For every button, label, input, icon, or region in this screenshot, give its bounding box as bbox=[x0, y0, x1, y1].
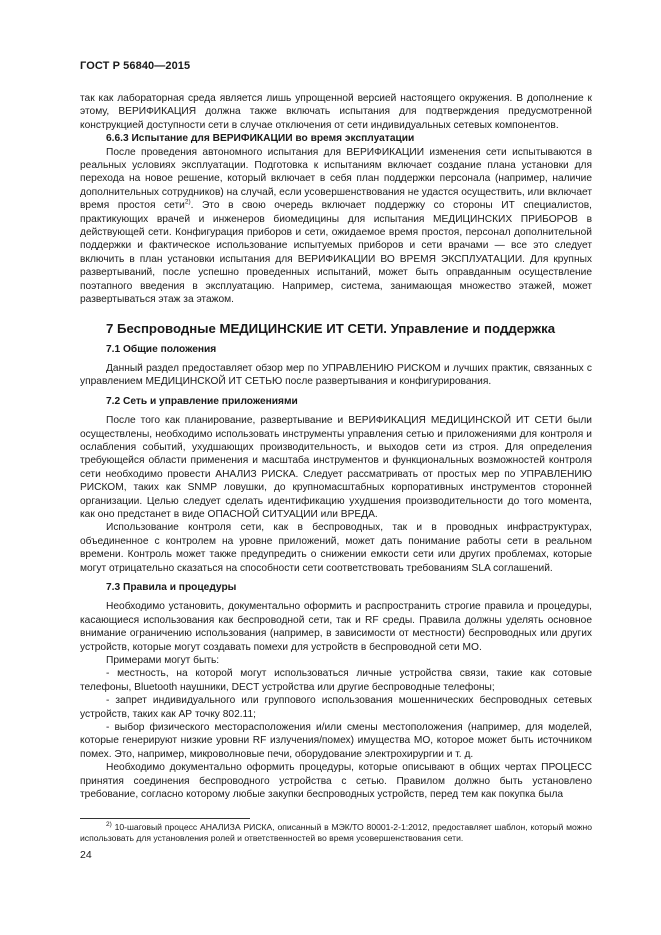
list-item: - местность, на которой могут использоваться личные устройства связи, такие как сотовые телефоны, Bluetooth наушники, DECT устройства или другие беспроводные телефоны; bbox=[80, 668, 592, 693]
list-item: - запрет индивидуального или группового использования мошеннических беспроводных сетевых устройств, таких как АР точку 802.11; bbox=[80, 695, 592, 720]
section-7-heading: 7 Беспроводные МЕДИЦИНСКИЕ ИТ СЕТИ. Управление и поддержка bbox=[106, 320, 556, 336]
section-7-3-heading: 7.3 Правила и процедуры bbox=[106, 582, 237, 593]
section-6-6-3-paragraph bbox=[80, 146, 592, 307]
section-7-3-paragraph-2: Примерами могут быть: bbox=[106, 655, 220, 667]
section-7-2-paragraph-1: После того как планирование, развертывание и ВЕРИФИКАЦИЯ МЕДИЦИНСКОЙ ИТ СЕТИ были осуществлены, необходимо использовать инструменты управления сетью и приложениями для контроля и ослабления событий, ухудшающих производительность, и выходов сети из строя. Для определения требующейся области применения и масштаба инструментов и функциональных возможностей контроля сети необходимо провести АНАЛИЗ РИСКА. Следует рассматривать от простых мер по УПРАВЛЕНИЮ РИСКОМ, таких как SNMP ловушки, до крупномасштабных корпоративных инструментов сторонней организации. Целью следует сделать идентификацию ухудшения производительности до того момента, как оно предстанет в виде ОПАСНОЙ СИТУАЦИИ или ВРЕДА. bbox=[80, 415, 592, 520]
paragraph-part-1: После проведения автономного испытания для ВЕРИФИКАЦИИ изменения сети испытываются в реальных условиях эксплуатации. Подготовка к испытаниям включает создание плана установки для перехода на новое решение, который включает в себя план поддержки персонала (например, наличие дополнительных сотрудников) на случай, если усовершенствования не удастся осуществить, или включает время простоя сети bbox=[80, 146, 593, 212]
paragraph-part-2: . Это в свою очередь включает поддержку со стороны ИТ специалистов, практикующих врачей и инженеров биомедицины для испытания МЕДИЦИНСКИХ ПРИБОРОВ в действующей сети. Конфигурация приборов и сети, ожидаемое время простоя, персонал дополнительной поддержки и фактическое использование испытуемых приборов и сети врачами — все это следует включить в план установки испытания для ВЕРИФИКАЦИИ ВО ВРЕМЯ ЭКСПЛУАТАЦИИ. Для крупных развертываний, после успешно проведенных испытаний, может быть оправданным осуществление поэтапного введения в эксплуатацию. Например, система, занимающая множество этажей, может развертываться этаж за этажом. bbox=[80, 200, 592, 306]
section-7-1-paragraph: Данный раздел предоставляет обзор мер по УПРАВЛЕНИЮ РИСКОМ и лучших практик, связанных с управлением МЕДИЦИНСКОЙ ИТ СЕТЬЮ после развертывания и конфигурирования. bbox=[80, 362, 592, 388]
section-7-3-paragraph-3: Необходимо документально оформить процедуры, которые описывают в общих чертах ПРОЦЕСС принятия соединения беспроводного устройства с сетью. Правилом должно быть установлено требование, согласно которому любые закупки беспроводных устройств, перед тем как покупка была bbox=[80, 762, 592, 801]
footnote-divider bbox=[80, 818, 250, 819]
footnote bbox=[80, 822, 592, 844]
intro-paragraph: так как лабораторная среда является лишь упрощенной версией настоящего окружения. В дополнение к этому, ВЕРИФИКАЦИЯ должна также включать испытания для подтверждения предусмотренной конструкцией доступности сети в случае отключения от сети индивидуальных сетевых компонентов. bbox=[80, 93, 592, 131]
section-7-1-heading: 7.1 Общие положения bbox=[106, 343, 217, 355]
section-7-2-paragraph-2: Использование контроля сети, как в беспроводных, так и в проводных инфраструктурах, объединенное с контролем на уровне приложений, может дать понимание работы сети в реальном времени. Контроль может также предупредить о снижении емкости сети или других проблемах, которые могут отрицательно сказаться на способности сети соответствовать требованиям SLA соглашений. bbox=[80, 522, 592, 574]
section-7-2-heading: 7.2 Сеть и управление приложениями bbox=[106, 395, 298, 407]
page-number: 24 bbox=[80, 849, 92, 861]
section-7-3-paragraph-1: Необходимо установить, документально оформить и распространить строгие правила и процедуры, касающиеся использования как беспроводной сети, так и RF среды. Правила должны уделять основное внимание ограничению использования (например, в зависимости от местности) беспроводных или других устройств, которые могут создавать помехи для устройств в беспроводной сети МО. bbox=[80, 601, 592, 653]
section-6-6-3-heading: 6.6.3 Испытание для ВЕРИФИКАЦИИ во время эксплуатации bbox=[106, 133, 415, 145]
footnote-text: 10-шаговый процесс АНАЛИЗА РИСКА, описанный в МЭК/ТО 80001-2-1:2012, предоставляет шаблон, который можно использовать для установления ролей и ответственностей во время усовершенствования сети. bbox=[80, 822, 592, 843]
examples-list bbox=[80, 667, 592, 761]
body-text bbox=[80, 92, 592, 802]
list-item: - выбор физического месторасположения и/или смены местоположения (например, для моделей, которые генерируют низкие уровни RF излучения/помех) имущества МО, которое может быть источником помех. Это, например, микроволновые печи, оборудование электрохирургии и т. д. bbox=[80, 722, 592, 760]
footnote-marker: 2) bbox=[106, 821, 112, 829]
footnote-reference[interactable]: 2) bbox=[184, 198, 191, 206]
standard-header: ГОСТ Р 56840—2015 bbox=[80, 60, 191, 72]
